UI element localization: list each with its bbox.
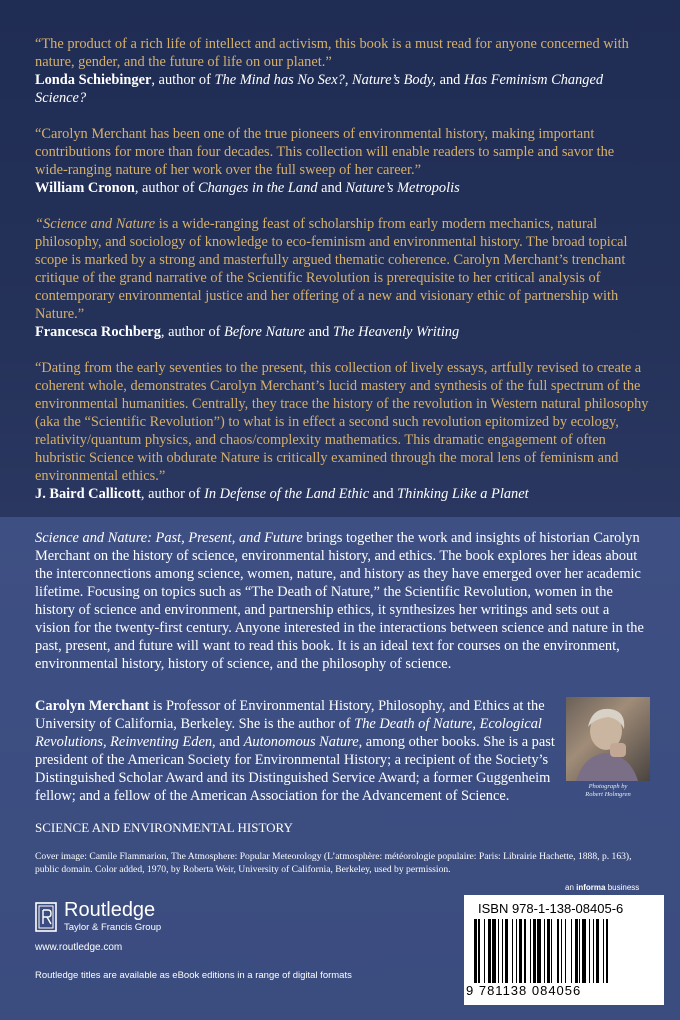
author-name: William Cronon: [35, 180, 135, 196]
author-name: Francesca Rochberg: [35, 324, 161, 340]
barcode-bar: [505, 919, 508, 983]
barcode-bar: [596, 919, 599, 983]
informa-label: [565, 883, 639, 892]
ebook-note: Routledge titles are available as eBook editions in a range of digital formats: [35, 970, 352, 981]
author-name: Londa Schiebinger: [35, 72, 152, 88]
photo-credit-line: Robert Holmgren: [585, 791, 631, 798]
barcode-bar: [579, 919, 580, 983]
quote-text: “Dating from the early seventies to the present, this collection of lively essays, artfully revised to create a coherent whole, demonstrates Carolyn Merchant’s lucid mastery and synthesis of the full spectrum of the environmental humanities. Centrally, they trace the history of the revolution in Western natural philosophy (aka the “Scientific Revolution”) to what is in effect a second such revolution epitomized by ecology, relativity/quantum physics, and chaos/complexity mathematics. This dramatic engagement of often hubristic Science with obdurate Nature is critically examined through the moral lens of feminism and environmental ethics.”: [35, 360, 649, 484]
bio-text: , and: [212, 734, 244, 750]
bio-text: is Professor of Environmental History, Philosophy, and Ethics at the University of California, Berkeley. She is the author of: [35, 698, 545, 732]
photo-credit: [562, 783, 654, 799]
description-text: brings together the work and insights of historian Carolyn Merchant on the history of science, environmental history, and ethics. The book explores her ideas about the interconnections among science, women, nature, and history as they have emerged over her academic lifetime. Focusing on topics such as “The Death of Nature,” the Scientific Revolution, women in the history of science and environment, and partnership ethics, it synthesizes her writings and sets out a vision for the twenty-first century. Anyone interested in the interactions between science and nature in the past, present, and future will want to read this book. It is an ideal text for courses on the environment, environmental history, history of science, and the philosophy of science.: [35, 530, 644, 672]
separator: and: [369, 486, 398, 502]
quote-lead: “Science and Nature: [35, 216, 156, 232]
barcode-bar: [561, 919, 562, 983]
work-title: Before Nature: [224, 324, 305, 340]
barcode: [464, 895, 664, 1005]
book-title: Science and Nature: Past, Present, and Future: [35, 530, 303, 546]
barcode-bar: [502, 919, 503, 983]
work-title: Has Feminism Changed Science?: [35, 72, 604, 106]
barcode-bar: [524, 919, 525, 983]
cover-credit: Cover image: Camile Flammarion, The Atmosphere: Popular Meteorology (L’atmosphère: météorologie populaire: Paris: Librairie Hachette, 1888, p. 163), public domain. Color added, 1970, by Roberta Weir, University of California, Berkeley, used by permission.: [35, 851, 632, 875]
barcode-bar: [474, 919, 477, 983]
barcode-bar: [551, 919, 552, 983]
attribution-text: , author of: [151, 72, 215, 88]
author-photo: [566, 697, 650, 781]
book-description: [35, 529, 647, 673]
barcode-bar: [478, 919, 479, 983]
work-title: The Heavenly Writing: [332, 324, 460, 340]
separator: and: [304, 324, 333, 340]
informa-brand: informa: [576, 883, 606, 892]
isbn-label: ISBN 978-1-138-08405-6: [478, 901, 624, 916]
work-title: Changes in the Land: [197, 180, 318, 196]
publisher-group: Taylor & Francis Group: [64, 922, 162, 933]
barcode-bar: [557, 919, 560, 983]
barcode-bar: [603, 919, 604, 983]
informa-suffix: business: [605, 883, 640, 892]
quote-text: “Carolyn Merchant has been one of the true pioneers of environmental history, making important contributions for more than four decades. This collection will enable readers to sample and savor the wide-ranging nature of her work over the full sweep of her career.”: [35, 126, 615, 178]
barcode-bar: [537, 919, 541, 983]
routledge-logo-icon: [35, 902, 57, 932]
work-title: Nature’s Metropolis: [345, 180, 460, 196]
attribution: [35, 180, 460, 196]
photo-credit-line: Photograph by: [588, 783, 628, 790]
attribution: [35, 324, 459, 340]
endorsement-1: [35, 35, 650, 107]
author-bio: [35, 697, 555, 805]
bio-books: Autonomous Nature: [243, 734, 359, 750]
attribution-text: , author of: [160, 324, 225, 340]
series-name: SCIENCE AND ENVIRONMENTAL HISTORY: [35, 820, 293, 835]
endorsement-2: [35, 125, 650, 197]
separator: and: [317, 180, 346, 196]
barcode-bar: [593, 919, 594, 983]
barcode-bar: [589, 919, 590, 983]
separator: ,: [344, 72, 353, 88]
barcode-bar: [547, 919, 550, 983]
barcode-bar: [606, 919, 609, 983]
barcode-bars: [474, 919, 654, 983]
work-title: Nature’s Body,: [352, 72, 436, 88]
publisher-url[interactable]: www.routledge.com: [35, 942, 123, 953]
quote-text: “The product of a rich life of intellect and activism, this book is a must read for anyone concerned with nature, gender, and the future of life on our planet.”: [35, 36, 629, 70]
barcode-bar: [498, 919, 499, 983]
separator: and: [435, 72, 464, 88]
barcode-bar: [484, 919, 485, 983]
attribution-text: , author of: [140, 486, 205, 502]
barcode-bar: [530, 919, 531, 983]
barcode-bar: [519, 919, 522, 983]
work-title: Thinking Like a Planet: [397, 486, 529, 502]
informa-prefix: an: [565, 883, 577, 892]
barcode-bar: [582, 919, 586, 983]
work-title: In Defense of the Land Ethic: [204, 486, 370, 502]
barcode-bar: [488, 919, 491, 983]
attribution: [35, 72, 603, 106]
barcode-digits: 9 781138 084056: [466, 983, 582, 998]
barcode-bar: [512, 919, 513, 983]
barcode-bar: [571, 919, 572, 983]
barcode-bar: [565, 919, 566, 983]
author-name: J. Baird Callicott: [35, 486, 141, 502]
attribution-text: , author of: [134, 180, 198, 196]
work-title: The Mind has No Sex?: [214, 72, 345, 88]
bio-text: , among other books. She is a past president of the American Society for Environmental History; a recipient of the Society’s Distinguished Scholar Award and its Distinguished Service Award; a former Guggenheim fellow; and a fellow of the American Association for the Advancement of Science.: [35, 734, 555, 804]
attribution: [35, 486, 529, 502]
barcode-bar: [575, 919, 578, 983]
bio-name: Carolyn Merchant: [35, 698, 150, 714]
barcode-bar: [516, 919, 517, 983]
bio-books: The Death of Nature, Ecological Revolutions, Reinventing Eden: [35, 716, 542, 750]
endorsement-4: [35, 359, 650, 503]
barcode-bar: [533, 919, 536, 983]
barcode-bar: [544, 919, 545, 983]
quote-text: is a wide-ranging feast of scholarship from early modern mechanics, natural philosophy, and sociology of knowledge to eco-feminism and environmental history. The broad topical scope is marked by a strong and masterfully argued thematic coherence. Carolyn Merchant’s trenchant critique of the grand narrative of the Scientific Revolution is prerequisite to her critical analysis of contemporary environmental justice and her offering of a new and visionary ethic of partnership with Nature.”: [35, 216, 628, 322]
endorsement-3: [35, 215, 650, 341]
barcode-bar: [492, 919, 496, 983]
publisher-name: Routledge: [64, 899, 156, 921]
